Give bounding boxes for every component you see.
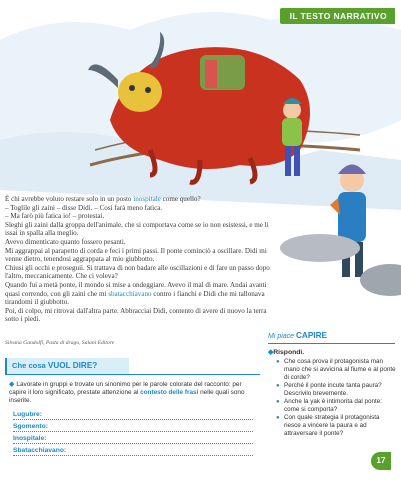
story-source: Silvana Gandolfi, Pasta di drago, Salani Editore <box>5 340 115 346</box>
question-item: ● Anche la yak è intimorita dal ponte: come si comporta? <box>276 398 396 414</box>
answer-line-lugubre[interactable]: Lugubre: <box>13 411 253 421</box>
keyword-sbatacchiavano: sbatacchiavano <box>108 289 152 298</box>
page-number: 17 <box>371 452 391 470</box>
story-text <box>5 195 270 324</box>
mi-piace-title: Mi piace CAPIRE <box>268 331 327 340</box>
story-paragraph: Chiusi gli occhi e proseguii. Si trattava di non badare alle oscillazioni e di fare un passo dopo l'altro, meccanicamente. Che ci voleva? <box>5 263 270 281</box>
story-paragraph: – Toglile gli zaini – disse Didi. – Così farà meno fatica. <box>5 203 163 212</box>
vuol-dire-instruction: ◆ Lavorate in gruppi e trovate un sinonimo per le parole colorate del racconto: per capire il loro significato, prestate attenzione al contesto delle frasi nelle quali sono inserite. <box>9 381 245 404</box>
section-tag: IL TESTO NARRATIVO <box>280 8 395 24</box>
story-paragraph: – Ma farò più fatica io! – protestai. <box>5 212 105 221</box>
vuol-dire-title: Che cosa VUOL DIRE? <box>5 358 129 374</box>
vuol-dire-box <box>5 374 260 457</box>
questions-list <box>276 358 396 438</box>
diamond-bullet-icon: ◆ <box>268 349 274 356</box>
divider <box>268 343 395 344</box>
question-item: ● Perché il ponte incute tanta paura? Descrivilo brevemente. <box>276 382 396 398</box>
story-paragraph: Sleghi gli zaini dalla groppa dell'animale, che si comportava come se io non esistessi, e me li issai in spalla alla meglio. <box>5 220 269 238</box>
diamond-bullet-icon: ◆ <box>9 381 15 388</box>
keyword-inospitale: inospitale <box>133 195 161 203</box>
answer-line-sgomento[interactable]: Sgomento: <box>13 423 253 433</box>
question-item: ● Con quale strategia il protagonista riesce a vincere la paura e ad attraversare il ponte? <box>276 414 396 438</box>
mi-piace-subtitle: ◆Rispondi. <box>268 349 305 356</box>
story-paragraph: Poi, di colpo, mi ritrovai dall'altra parte. Abbracciai Didi, contento di avere di nuovo la terra sotto i piedi. <box>5 306 267 324</box>
answer-line-inospitale[interactable]: Inospitale: <box>13 435 253 445</box>
story-paragraph: È chi avrebbe voluto restare solo in un posto inospitale come quello? <box>5 195 201 203</box>
answer-line-sbatacchiavano[interactable]: Sbatacchiavano: <box>13 447 253 457</box>
story-paragraph: Mi aggrappai al parapetto di corda e feci i primi passi. Il ponte cominciò a oscillare. Didi mi venne dietro, tenendosi aggrappata al mio giubbotto. <box>5 246 267 264</box>
story-paragraph: Quando fui a metà ponte, il mondo si mise a ondeggiare. Avevo il mal di mare. Andai avanti quasi correndo, con gli zaini che mi sbatacchiavano contro i fianchi e Didi che mi tallonava tirandomi il giubbotto. <box>5 280 267 307</box>
question-item: ● Che cosa prova il protagonista man mano che si avvicina al fiume e al ponte di corde? <box>276 358 396 382</box>
story-paragraph: Avevo dimenticato quanto fossero pesanti. <box>5 237 126 246</box>
